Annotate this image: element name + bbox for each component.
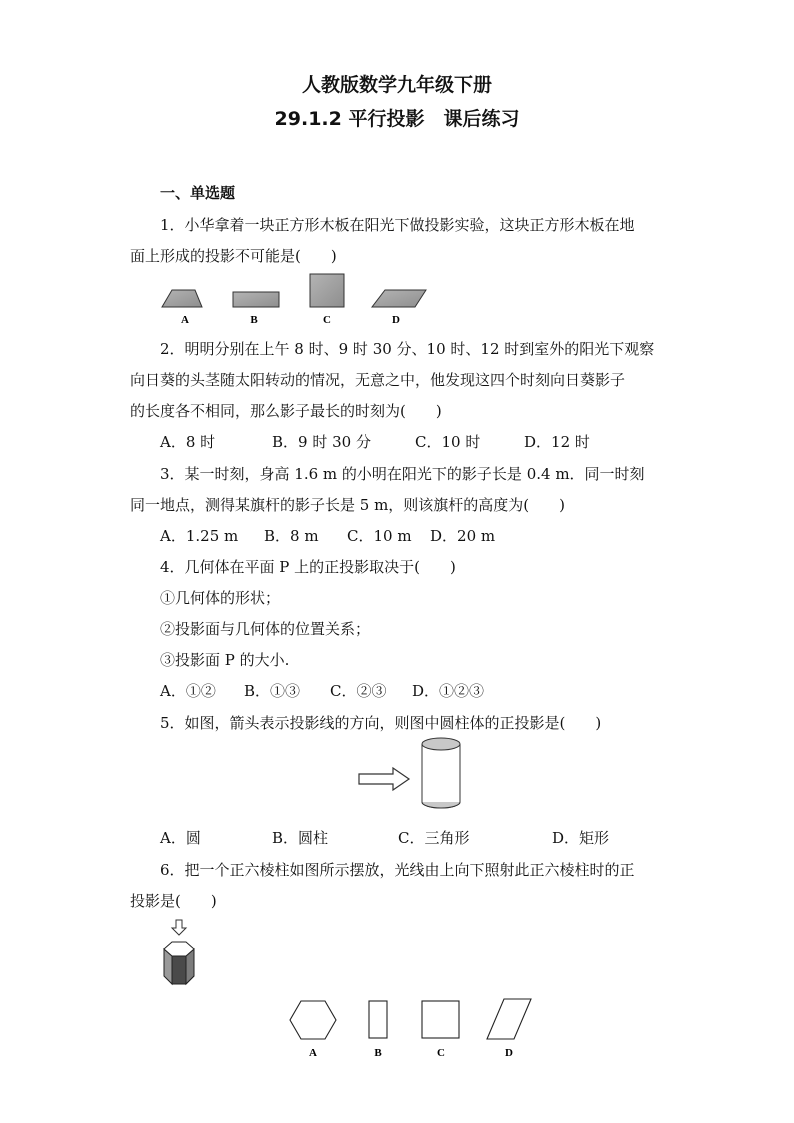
q1-label-b: B (250, 314, 258, 326)
q1-stem-line1: 1．小华拿着一块正方形木板在阳光下做投影实验，这块正方形木板在地 (160, 216, 635, 234)
q2-option-c[interactable]: C．10 时 (415, 433, 481, 451)
q4-option-d[interactable]: D．①②③ (412, 682, 485, 700)
cylinder-top-face (422, 738, 460, 750)
q6-hexagonal-prism-figure (156, 916, 206, 990)
document-title: 人教版数学九年级下册 (301, 74, 492, 96)
down-arrow-icon (172, 920, 186, 935)
document-subtitle: 29.1.2 平行投影 课后练习 (274, 108, 520, 130)
q6-shape-a-hexagon (290, 1001, 336, 1039)
q5-option-c[interactable]: C．三角形 (398, 829, 470, 847)
q6-shape-b-rectangle (369, 1001, 387, 1038)
q3-option-a[interactable]: A．1.25 m (160, 527, 239, 545)
q1-shape-c-square (310, 274, 344, 307)
q6-stem-line2: 投影是( ) (130, 892, 217, 910)
q4-item-3: ③投影面 P 的大小. (160, 651, 290, 669)
q2-option-a[interactable]: A．8 时 (160, 433, 216, 451)
section-heading: 一、单选题 (160, 184, 236, 202)
q5-figure (355, 736, 467, 822)
q3-option-c[interactable]: C．10 m (347, 527, 412, 545)
q4-option-c[interactable]: C．②③ (330, 682, 387, 700)
q4-item-2: ②投影面与几何体的位置关系； (160, 620, 371, 638)
q1-stem-line2: 面上形成的投影不可能是( ) (130, 247, 337, 265)
q6-label-c: C (437, 1047, 445, 1059)
q1-shape-b-rectangle (233, 292, 279, 307)
q1-shape-d-parallelogram (372, 290, 426, 307)
q4-option-b[interactable]: B．①③ (244, 682, 301, 700)
q1-label-c: C (323, 314, 331, 326)
q1-label-a: A (181, 314, 189, 326)
q1-figure (150, 268, 450, 330)
q5-option-a[interactable]: A．圆 (160, 829, 201, 847)
q6-label-d: D (505, 1047, 513, 1059)
q4-stem-line1: 4．几何体在平面 P 上的正投影取决于( ) (160, 558, 456, 576)
q3-stem-line1: 3．某一时刻，身高 1.6 m 的小明在阳光下的影子长是 0.4 m．同一时刻 (160, 465, 645, 483)
q6-shape-d-parallelogram (487, 999, 531, 1039)
q6-label-b: B (374, 1047, 382, 1059)
q3-option-d[interactable]: D．20 m (430, 527, 496, 545)
q1-shape-a-trapezoid (162, 290, 202, 307)
q6-stem-line1: 6．把一个正六棱柱如图所示摆放，光线由上向下照射此正六棱柱时的正 (160, 861, 635, 879)
q2-stem-line3: 的长度各不相同，那么影子最长的时刻为( ) (130, 402, 442, 420)
q5-stem-line1: 5．如图，箭头表示投影线的方向，则图中圆柱体的正投影是( ) (160, 714, 602, 732)
q3-option-b[interactable]: B．8 m (264, 527, 319, 545)
q2-option-d[interactable]: D．12 时 (524, 433, 590, 451)
q3-stem-line2: 同一地点，测得某旗杆的影子长是 5 m，则该旗杆的高度为( ) (130, 496, 566, 514)
q6-shape-c-square (422, 1001, 459, 1038)
q2-stem-line2: 向日葵的头茎随太阳转动的情况，无意之中，他发现这四个时刻向日葵影子 (130, 371, 626, 389)
q2-stem-line1: 2．明明分别在上午 8 时、9 时 30 分、10 时、12 时到室外的阳光下观察 (160, 340, 655, 358)
q5-option-d[interactable]: D．矩形 (552, 829, 610, 847)
q2-option-b[interactable]: B．9 时 30 分 (272, 433, 371, 451)
projection-arrow-icon (359, 768, 409, 790)
q5-option-b[interactable]: B．圆柱 (272, 829, 329, 847)
q4-item-1: ①几何体的形状； (160, 589, 281, 607)
q6-options-figure (284, 994, 540, 1060)
q6-label-a: A (309, 1047, 317, 1059)
q1-label-d: D (392, 314, 400, 326)
q4-option-a[interactable]: A．①② (160, 682, 216, 700)
